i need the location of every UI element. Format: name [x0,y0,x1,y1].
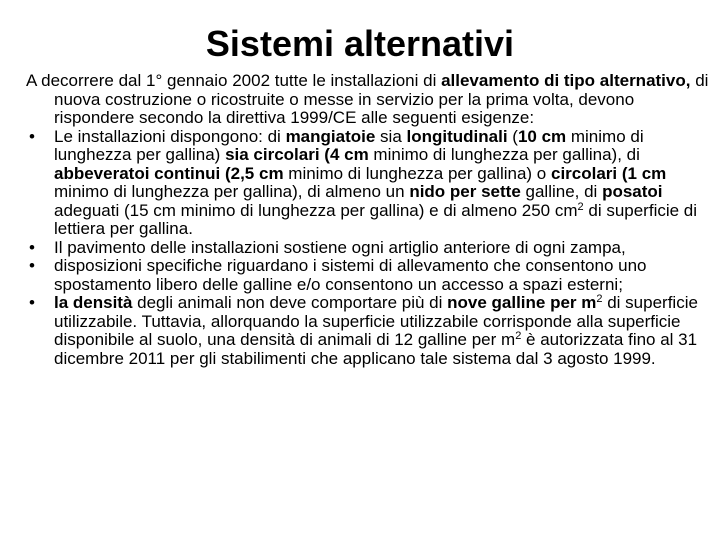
bullet-text: Il pavimento delle installazioni sostiene ogni artiglio anteriore di ogni zampa, [54,237,626,257]
bullet-text: adeguati (15 cm minimo di lunghezza per gallina) e di almeno 250 cm [54,200,578,220]
bullet-list [26,128,716,369]
bullet-text: galline, di [520,182,603,201]
bullet-bold: nove galline per m [447,293,597,312]
bullet-bold: posatoi [602,182,663,201]
intro-bold: allevamento di tipo alternativo, [441,71,691,90]
slide-body [26,72,716,368]
superscript: 2 [515,330,522,342]
bullet-dot-icon: • [29,237,35,257]
bullet-bold: la densità [54,293,133,312]
bullet-item-disposizioni [26,257,716,294]
bullet-text: minimo di lunghezza per gallina), di almeno un [54,182,410,201]
bullet-dot-icon: • [29,126,35,146]
bullet-bold: nido per sette [409,182,521,201]
bullet-text: disposizioni specifiche riguardano i sistemi di allevamento che consentono uno spostamento libero delle galline e/o consentono un accesso a spazi esterni; [54,256,647,294]
superscript: 2 [577,200,584,213]
bullet-item-installazioni [26,128,716,239]
bullet-dot-icon: • [29,256,35,275]
bullet-text: ( [507,126,518,146]
bullet-text: Le installazioni dispongono: di [54,126,286,146]
bullet-item-densita [26,294,716,368]
bullet-text: minimo di lunghezza per gallina) o [283,163,551,183]
superscript: 2 [596,293,603,305]
bullet-bold: 10 cm [517,126,567,146]
bullet-bold: longitudinali [406,126,508,146]
bullet-text: è autorizzata fino al 31 dicembre 2011 per gli stabilimenti che applicano tale sistema dal 3 agosto 1999. [54,330,698,368]
bullet-text: degli animali non deve comportare più di [132,293,448,312]
intro-paragraph [26,72,716,128]
bullet-bold: circolari (1 cm [550,163,667,183]
bullet-bold: mangiatoie [285,126,376,146]
intro-text: di nuova costruzione o ricostruite o messe in servizio per la prima volta, devono rispondere secondo la direttiva 1999/CE alle seguenti esigenze: [54,71,709,127]
bullet-item-pavimento [26,239,716,258]
bullet-text: di superficie di lettiera per gallina. [54,200,698,238]
intro-text: A decorrere dal 1° gennaio 2002 tutte le installazioni di [26,71,442,90]
bullet-dot-icon: • [29,293,35,312]
bullet-text: sia [375,126,407,146]
bullet-bold: sia circolari (4 cm [225,145,369,164]
bullet-text: minimo di lunghezza per gallina), di [368,145,640,164]
bullet-text: minimo di lunghezza per gallina) [54,126,644,164]
slide-title: Sistemi alternativi [205,23,515,64]
bullet-text: di superficie utilizzabile. Tuttavia, allorquando la superficie utilizzabile corrisponde alla superficie disponibile al suolo, una densità di animali di 12 galline per m [54,293,698,349]
bullet-bold: abbeveratoi continui (2,5 cm [54,163,284,183]
